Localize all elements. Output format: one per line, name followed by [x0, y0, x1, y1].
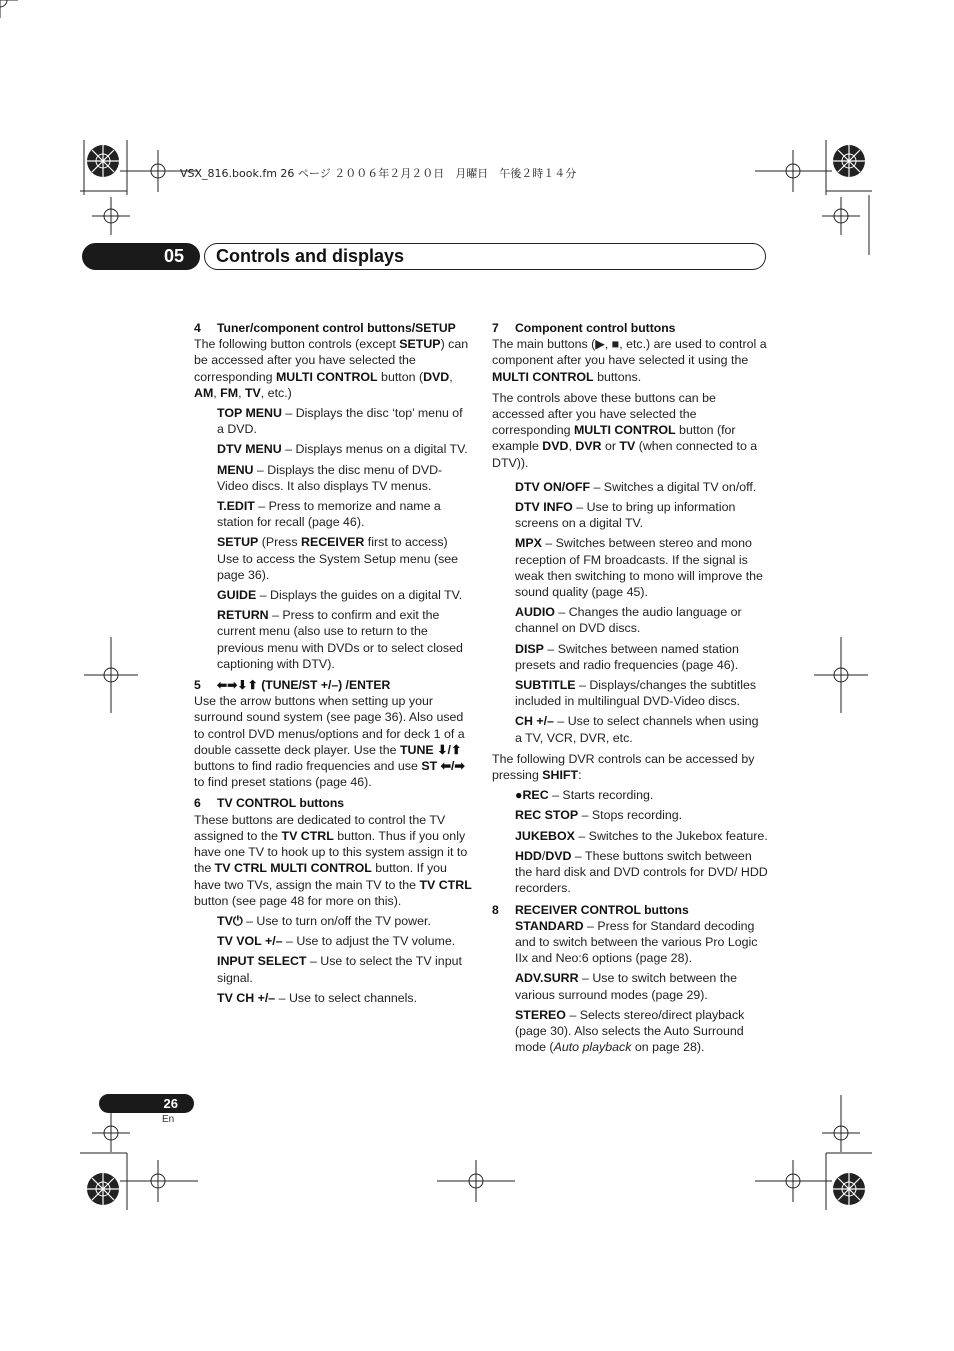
list-item: ADV.SURR – Use to switch between the various surround modes (page 29).: [515, 971, 737, 1002]
section-7-intro: The main buttons (▶, ■, etc.) are used to control a component after you have selected it using the MULTI CONTROL buttons.: [492, 337, 767, 384]
list-item: GUIDE – Displays the guides on a digital TV.: [217, 588, 463, 603]
list-item-stereo: STEREO – Selects stereo/direct playback (page 30). Also selects the Auto Surround mode (Auto playback on page 28).: [515, 1007, 745, 1055]
list-item: JUKEBOX – Switches to the Jukebox feature.: [515, 828, 768, 843]
section-5-title: 5 ⬅➡⬇⬆ (TUNE/ST +/–) /ENTER: [194, 678, 391, 693]
list-item: CH +/– – Use to select channels when using a TV, VCR, DVR, etc.: [515, 714, 759, 745]
list-item: MPX – Switches between stereo and mono reception of FM broadcasts. If the signal is weak then switching to mono will improve the sound quality (page 45).: [515, 536, 763, 600]
section-7-para3: The following DVR controls can be accessed by pressing SHIFT:: [492, 751, 755, 783]
section-6-body: These buttons are dedicated to control the TV assigned to the TV CTRL button. Thus if you only have one TV to hook up to this system assign it to the TV CTRL MULTI CONTROL button. If you have two TVs, assign the main TV to the TV CTRL button (see page 48 for more on this).: [194, 812, 472, 908]
section-6-title: 6 TV CONTROL buttons: [194, 796, 345, 811]
list-item: STANDARD – Press for Standard decoding and to switch between the various Pro Logic IIx and Neo:6 options (page 28).: [515, 918, 758, 966]
section-7-para2: The controls above these buttons can be accessed after you have selected the corresponding MULTI CONTROL button (for example DVD, DVR or TV (when connected to a DTV)).: [492, 390, 758, 470]
list-item: MENU – Displays the disc menu of DVD-Video discs. It also displays TV menus.: [217, 462, 443, 493]
list-item: SUBTITLE – Displays/changes the subtitles included in multilingual DVD-Video discs.: [515, 678, 757, 709]
list-item-setup: SETUP (Press RECEIVER first to access) Use to access the System Setup menu (see page 36).: [217, 535, 459, 582]
list-item: AUDIO – Changes the audio language or channel on DVD discs.: [515, 605, 742, 636]
print-header: VSX_816.book.fm 26 ページ ２００６年２月２０日 月曜日 午後２時１４分: [180, 167, 577, 180]
list-item: DISP – Switches between named station presets and radio frequencies (page 46).: [515, 641, 739, 672]
list-item: ●REC – Starts recording.: [515, 788, 654, 803]
chapter-title: Controls and displays: [216, 246, 405, 266]
section-5-body: Use the arrow buttons when setting up your surround sound system (see page 36). Also used to control DVD menus/options and for deck 1 of a double cassette deck player. Use the TUNE ⬇/⬆ buttons to find radio frequencies and use ST ⬅/➡ to find preset stations (page 46).: [194, 694, 465, 790]
section-7-title: 7 Component control buttons: [492, 321, 676, 335]
section-4-intro: The following button controls (except SETUP) can be accessed after you have selected the corresponding MULTI CONTROL button (DVD, AM, FM, TV, etc.): [194, 337, 469, 400]
list-item: DTV MENU – Displays menus on a digital TV.: [217, 442, 468, 457]
list-item: REC STOP – Stops recording.: [515, 808, 683, 823]
list-item: TOP MENU – Displays the disc ‘top’ menu of a DVD.: [217, 406, 463, 437]
right-column: [492, 320, 768, 1055]
list-item: TV CH +/– – Use to select channels.: [217, 990, 418, 1005]
list-item: INPUT SELECT – Use to select the TV input signal.: [217, 954, 462, 985]
left-column: [194, 320, 472, 1006]
page-language: En: [162, 1114, 175, 1125]
page-number: 26: [99, 1094, 194, 1113]
list-item: TV VOL +/– – Use to adjust the TV volume.: [217, 934, 456, 949]
list-item: DTV ON/OFF – Switches a digital TV on/off.: [515, 479, 757, 494]
list-item: RETURN – Press to confirm and exit the current menu (also use to return to the previous menu with DVDs or to select closed captioning with DTV).: [217, 608, 463, 671]
chapter-number: 05: [82, 243, 200, 270]
list-item: DTV INFO – Use to bring up information screens on a digital TV.: [515, 500, 736, 531]
section-8-title: 8 RECEIVER CONTROL buttons: [492, 902, 689, 917]
list-item: HDD/DVD – These buttons switch between the hard disk and DVD controls for DVD/ HDD recorders.: [515, 848, 768, 896]
list-item: TV⏻ – Use to turn on/off the TV power.: [217, 913, 431, 928]
list-item: T.EDIT – Press to memorize and name a station for recall (page 46).: [217, 499, 441, 530]
arrow-keys-icon: ⬅➡⬇⬆: [217, 678, 258, 693]
section-4-title: 4 Tuner/component control buttons/SETUP: [194, 321, 456, 335]
